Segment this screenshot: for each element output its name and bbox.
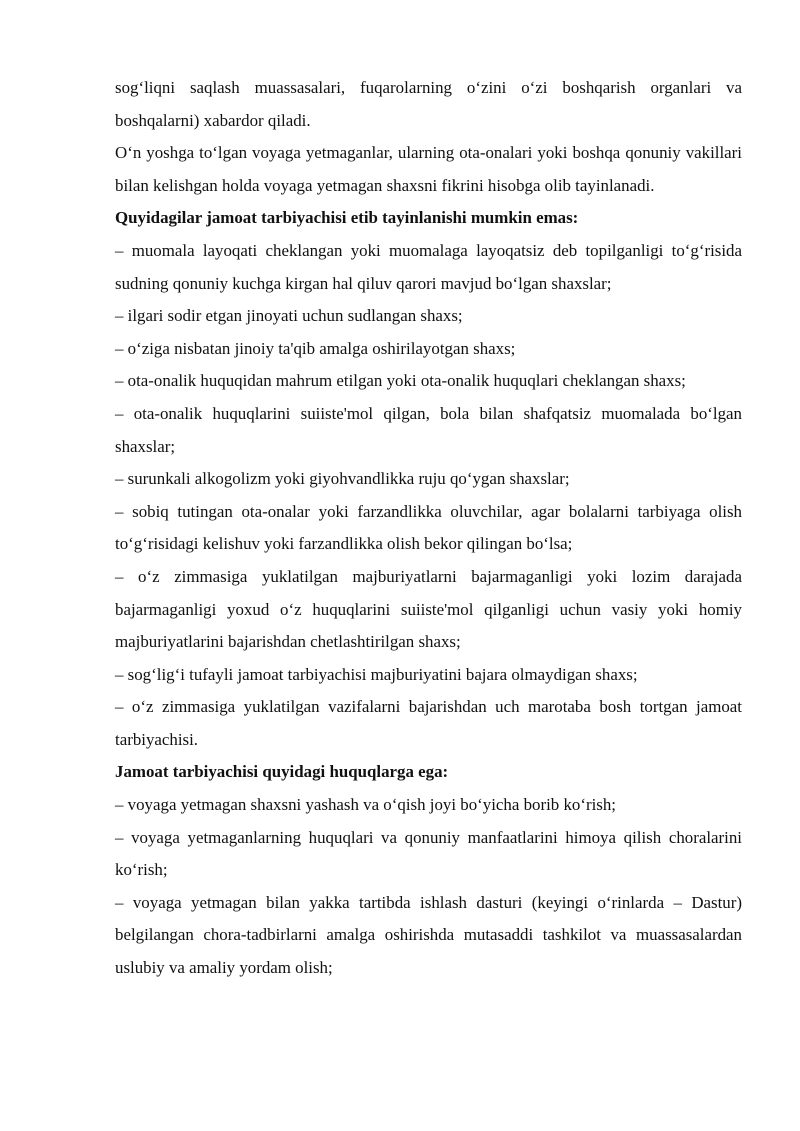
list-item: – o‘z zimmasiga yuklatilgan majburiyatlarni bajarmaganligi yoki lozim darajada bajarmaganligi yoxud o‘z huquqlarini suiiste'mol qilganligi uchun vasiy yoki homiy majburiyatlarini bajarishdan chetlashtirilgan shaxs; bbox=[115, 566, 742, 652]
paragraph-continuation: sog‘liqni saqlash muassasalari, fuqarolarning o‘zini o‘zi boshqarish organlari va boshqalarni) xabardor qiladi. bbox=[115, 78, 742, 130]
list-item: – ota-onalik huquqlarini suiiste'mol qilgan, bola bilan shafqatsiz muomalada bo‘lgan shaxslar; bbox=[115, 403, 742, 456]
list-item: – ilgari sodir etgan jinoyati uchun sudlangan shaxs; bbox=[115, 306, 463, 326]
list-item: – voyaga yetmagan shaxsni yashash va o‘qish joyi bo‘yicha borib ko‘rish; bbox=[115, 795, 616, 815]
list-item: – o‘z zimmasiga yuklatilgan vazifalarni bajarishdan uch marotaba bosh tortgan jamoat tarbiyachisi. bbox=[115, 697, 742, 749]
paragraph-age-consent: O‘n yoshga to‘lgan voyaga yetmaganlar, ularning ota-onalari yoki boshqa qonuniy vakillari bilan kelishgan holda voyaga yetmagan shaxsni fikrini hisobga olib tayinlanadi. bbox=[115, 143, 742, 195]
list-item: – voyaga yetmaganlarning huquqlari va qonuniy manfaatlarini himoya qilish choralarini ko‘rish; bbox=[115, 827, 742, 880]
list-item: – ota-onalik huquqidan mahrum etilgan yoki ota-onalik huquqlari cheklangan shaxs; bbox=[115, 371, 686, 391]
list-item: – voyaga yetmagan bilan yakka tartibda ishlash dasturi (keyingi o‘rinlarda – Dastur) belgilangan chora-tadbirlarni amalga oshirishda mutasaddi tashkilot va muassasalardan uslubiy va amaliy yordam olish; bbox=[115, 892, 742, 978]
list-item: – o‘ziga nisbatan jinoiy ta'qib amalga oshirilayotgan shaxs; bbox=[115, 338, 516, 358]
list-item: – muomala layoqati cheklangan yoki muomalaga layoqatsiz deb topilganligi to‘g‘risida sudning qonuniy kuchga kirgan hal qiluv qarori mavjud bo‘lgan shaxslar; bbox=[115, 240, 742, 293]
list-item: – surunkali alkogolizm yoki giyohvandlikka ruju qo‘ygan shaxslar; bbox=[115, 469, 570, 489]
list-item: – sobiq tutingan ota-onalar yoki farzandlikka oluvchilar, agar bolalarni tarbiyaga olish to‘g‘risidagi kelishuv yoki farzandlikka olish bekor qilingan bo‘lsa; bbox=[115, 501, 742, 554]
heading-rights: Jamoat tarbiyachisi quyidagi huquqlarga ega: bbox=[115, 762, 449, 782]
list-item: – sog‘lig‘i tufayli jamoat tarbiyachisi majburiyatini bajara olmaydigan shaxs; bbox=[115, 664, 638, 684]
document-page bbox=[115, 72, 742, 985]
heading-ineligible: Quyidagilar jamoat tarbiyachisi etib tayinlanishi mumkin emas: bbox=[115, 208, 579, 228]
